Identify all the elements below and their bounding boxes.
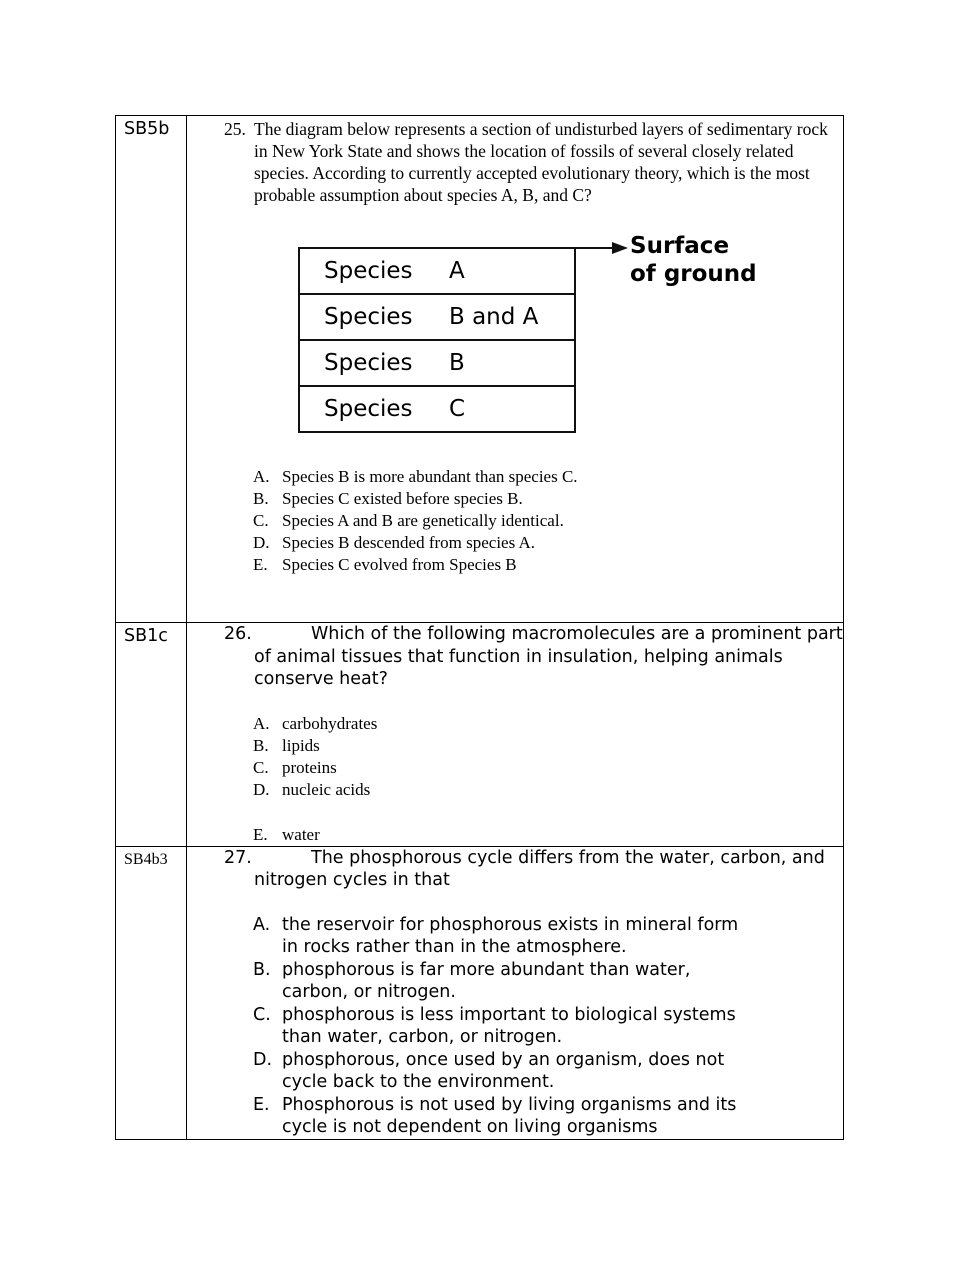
question-row-27 [116, 846, 844, 1139]
rock-layer: Species C [300, 385, 574, 431]
question-number: 25. [224, 119, 246, 139]
answer-options [224, 713, 843, 846]
rock-layer: Species A [324, 258, 465, 284]
rock-strata-diagram [224, 206, 843, 466]
rock-layers [298, 247, 576, 433]
question-number: 26. [224, 624, 252, 644]
answer-option[interactable]: B. phosphorous is far more abundant than water, carbon, or nitrogen. [253, 959, 691, 1002]
answer-option[interactable]: C. phosphorous is less important to biological systems than water, carbon, or nitrogen. [253, 1004, 736, 1047]
rock-layer: Species B [300, 339, 574, 385]
answer-option[interactable]: D. Species B descended from species A. [253, 533, 536, 552]
question-stem [224, 847, 843, 892]
answer-option[interactable]: C. Species A and B are genetically identical. [253, 511, 564, 530]
standard-code: SB5b [124, 119, 170, 139]
question-text: The diagram below represents a section of undisturbed layers of sedimentary rock in New York State and shows the location of fossils of several closely related species. According to currently accepted evolutionary theory, which is the most probable assumption about species A, B, and C? [254, 119, 828, 205]
answer-option[interactable]: B. lipids [253, 735, 320, 755]
question-text: Which of the following macromolecules are a prominent part of animal tissues that function in insulation, helping animals conserve heat? [254, 624, 843, 689]
answer-option[interactable]: A. carbohydrates [253, 713, 378, 733]
question-stem [224, 623, 843, 691]
answer-option[interactable]: A. the reservoir for phosphorous exists in mineral form in rocks rather than in the atmosphere. [253, 914, 739, 957]
answer-option[interactable]: C. proteins [253, 757, 337, 777]
answer-options [224, 914, 749, 1139]
arrow-right-icon [612, 242, 628, 254]
question-row-25 [116, 116, 844, 623]
question-table [115, 115, 844, 1140]
answer-option[interactable]: B. Species C existed before species B. [253, 489, 523, 508]
answer-option[interactable]: E. Species C evolved from Species B [253, 555, 517, 574]
question-stem [224, 118, 843, 206]
standard-code: SB4b3 [124, 850, 168, 868]
answer-option[interactable]: D. nucleic acids [253, 779, 371, 799]
question-text: The phosphorous cycle differs from the water, carbon, and nitrogen cycles in that [254, 847, 825, 890]
answer-option[interactable]: A. Species B is more abundant than species C. [253, 467, 578, 486]
answer-option[interactable]: E. Phosphorous is not used by living organisms and its cycle is not dependent on living organisms [253, 1094, 737, 1137]
rock-layer: Species B and A [300, 293, 574, 339]
question-row-26 [116, 623, 844, 847]
question-number: 27. [224, 847, 252, 868]
surface-label: Surface of ground [630, 233, 757, 287]
answer-options [224, 466, 843, 576]
standard-code: SB1c [124, 626, 168, 646]
answer-option[interactable]: D. phosphorous, once used by an organism, does not cycle back to the environment. [253, 1049, 725, 1092]
answer-option[interactable]: E. water [253, 824, 320, 844]
